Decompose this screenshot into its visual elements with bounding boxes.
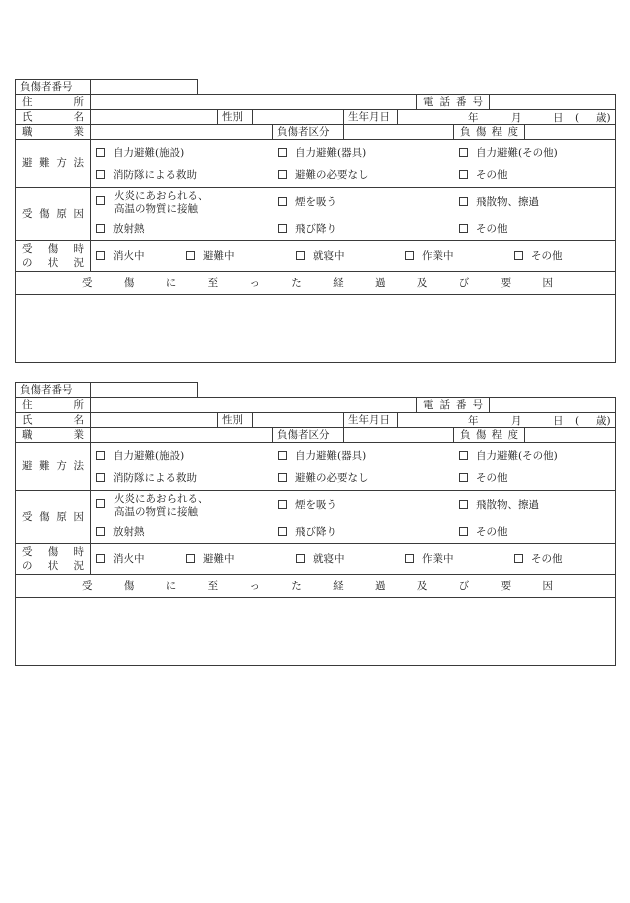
checkbox-icon[interactable] — [459, 170, 468, 179]
checkbox-icon[interactable] — [459, 500, 468, 509]
checkbox-icon[interactable] — [96, 554, 105, 563]
severity-label: 負 傷 程 度 — [453, 124, 525, 140]
evac-option[interactable]: 消防隊による救助 — [96, 472, 197, 485]
checkbox-icon[interactable] — [459, 473, 468, 482]
cause-option[interactable]: 飛散物、擦過 — [459, 499, 539, 512]
phone-label: 電 話 番 号 — [416, 94, 490, 110]
checkbox-icon[interactable] — [96, 251, 105, 260]
cause-option[interactable]: 煙を吸う — [278, 196, 337, 209]
occupation-label: 職 業 — [15, 124, 91, 140]
situation-option[interactable]: 避難中 — [186, 553, 235, 566]
evac-option[interactable]: 避難の必要なし — [278, 472, 369, 485]
address-field[interactable] — [90, 94, 417, 110]
injured-number-label: 負傷者番号 — [15, 79, 91, 95]
evac-label: 避 難 方 法 — [15, 442, 91, 491]
birth-label: 生年月日 — [343, 412, 398, 428]
checkbox-icon[interactable] — [278, 451, 287, 460]
evac-option[interactable]: 自力避難(その他) — [459, 450, 558, 463]
situation-options — [90, 543, 616, 575]
checkbox-icon[interactable] — [459, 197, 468, 206]
situation-options — [90, 240, 616, 272]
checkbox-icon[interactable] — [514, 251, 523, 260]
evac-options — [90, 442, 616, 491]
checkbox-icon[interactable] — [278, 473, 287, 482]
checkbox-icon[interactable] — [96, 451, 105, 460]
history-header: 受 傷 に 至 っ た 経 過 及 び 要 因 — [15, 271, 616, 295]
situation-option[interactable]: 消火中 — [96, 553, 145, 566]
checkbox-icon[interactable] — [96, 170, 105, 179]
evac-option[interactable]: その他 — [459, 472, 508, 485]
category-field[interactable] — [343, 427, 454, 443]
checkbox-icon[interactable] — [96, 499, 105, 508]
cause-option[interactable]: 放射熱 — [96, 526, 145, 539]
name-field[interactable] — [90, 412, 218, 428]
checkbox-icon[interactable] — [459, 148, 468, 157]
checkbox-icon[interactable] — [459, 527, 468, 536]
cause-option[interactable]: 飛び降り — [278, 526, 337, 539]
situation-option[interactable]: 就寝中 — [296, 250, 345, 263]
evac-option[interactable]: 自力避難(施設) — [96, 450, 184, 463]
cause-options — [90, 187, 616, 241]
evac-option[interactable]: 自力避難(その他) — [459, 147, 558, 160]
situation-option[interactable]: その他 — [514, 553, 563, 566]
situation-option[interactable]: 作業中 — [405, 553, 454, 566]
checkbox-icon[interactable] — [96, 473, 105, 482]
injured-number-label: 負傷者番号 — [15, 382, 91, 398]
checkbox-icon[interactable] — [278, 148, 287, 157]
situation-label: 受 傷 時 の 状 況 — [15, 543, 91, 575]
evac-option[interactable]: 自力避難(器具) — [278, 450, 366, 463]
phone-field[interactable] — [489, 94, 616, 110]
name-field[interactable] — [90, 109, 218, 125]
situation-option[interactable]: 消火中 — [96, 250, 145, 263]
cause-label: 受 傷 原 因 — [15, 187, 91, 241]
address-label: 住 所 — [15, 94, 91, 110]
cause-option[interactable]: 飛び降り — [278, 223, 337, 236]
situation-option[interactable]: その他 — [514, 250, 563, 263]
occupation-label: 職 業 — [15, 427, 91, 443]
category-label: 負傷者区分 — [272, 427, 344, 443]
injured-number-field[interactable] — [90, 79, 198, 95]
situation-label: 受 傷 時 の 状 況 — [15, 240, 91, 272]
birth-field[interactable]: 年 月 日 ( 歳) — [397, 109, 616, 125]
cause-option[interactable]: 煙を吸う — [278, 499, 337, 512]
situation-option[interactable]: 就寝中 — [296, 553, 345, 566]
checkbox-icon[interactable] — [96, 148, 105, 157]
name-label: 氏 名 — [15, 109, 91, 125]
evac-option[interactable]: 自力避難(施設) — [96, 147, 184, 160]
cause-option-fire: 火炎にあおられる、 高温の物質に接触 — [114, 190, 209, 215]
checkbox-icon[interactable] — [96, 196, 105, 205]
checkbox-icon[interactable] — [96, 224, 105, 233]
checkbox-icon[interactable] — [514, 554, 523, 563]
category-label: 負傷者区分 — [272, 124, 344, 140]
phone-label: 電 話 番 号 — [416, 397, 490, 413]
situation-option[interactable]: 避難中 — [186, 250, 235, 263]
cause-options — [90, 490, 616, 544]
address-label: 住 所 — [15, 397, 91, 413]
evac-option[interactable]: 自力避難(器具) — [278, 147, 366, 160]
checkbox-icon[interactable] — [278, 224, 287, 233]
occupation-field[interactable] — [90, 427, 273, 443]
birth-label: 生年月日 — [343, 109, 398, 125]
severity-label: 負 傷 程 度 — [453, 427, 525, 443]
checkbox-icon[interactable] — [296, 251, 305, 260]
history-field[interactable] — [15, 294, 616, 363]
cause-option[interactable]: 放射熱 — [96, 223, 145, 236]
severity-field[interactable] — [524, 427, 616, 443]
situation-option[interactable]: 作業中 — [405, 250, 454, 263]
sex-field[interactable] — [252, 109, 344, 125]
cause-option-fire: 火炎にあおられる、 高温の物質に接触 — [114, 493, 209, 518]
history-field[interactable] — [15, 597, 616, 666]
checkbox-icon[interactable] — [186, 554, 195, 563]
phone-field[interactable] — [489, 397, 616, 413]
checkbox-icon[interactable] — [405, 554, 414, 563]
checkbox-icon[interactable] — [278, 527, 287, 536]
evac-label: 避 難 方 法 — [15, 139, 91, 188]
checkbox-icon[interactable] — [186, 251, 195, 260]
history-header: 受 傷 に 至 っ た 経 過 及 び 要 因 — [15, 574, 616, 598]
cause-option[interactable]: 飛散物、擦過 — [459, 196, 539, 209]
address-field[interactable] — [90, 397, 417, 413]
checkbox-icon[interactable] — [459, 224, 468, 233]
checkbox-icon[interactable] — [459, 451, 468, 460]
occupation-field[interactable] — [90, 124, 273, 140]
checkbox-icon[interactable] — [296, 554, 305, 563]
injured-number-field[interactable] — [90, 382, 198, 398]
cause-option[interactable]: その他 — [459, 223, 508, 236]
checkbox-icon[interactable] — [278, 197, 287, 206]
evac-option[interactable]: 消防隊による救助 — [96, 169, 197, 182]
category-field[interactable] — [343, 124, 454, 140]
severity-field[interactable] — [524, 124, 616, 140]
sex-label: 性別 — [217, 412, 253, 428]
checkbox-icon[interactable] — [96, 527, 105, 536]
cause-label: 受 傷 原 因 — [15, 490, 91, 544]
sex-field[interactable] — [252, 412, 344, 428]
evac-option[interactable]: 避難の必要なし — [278, 169, 369, 182]
birth-field[interactable]: 年 月 日 ( 歳) — [397, 412, 616, 428]
sex-label: 性別 — [217, 109, 253, 125]
checkbox-icon[interactable] — [405, 251, 414, 260]
evac-option[interactable]: その他 — [459, 169, 508, 182]
checkbox-icon[interactable] — [278, 500, 287, 509]
checkbox-icon[interactable] — [278, 170, 287, 179]
name-label: 氏 名 — [15, 412, 91, 428]
evac-options — [90, 139, 616, 188]
cause-option[interactable]: その他 — [459, 526, 508, 539]
